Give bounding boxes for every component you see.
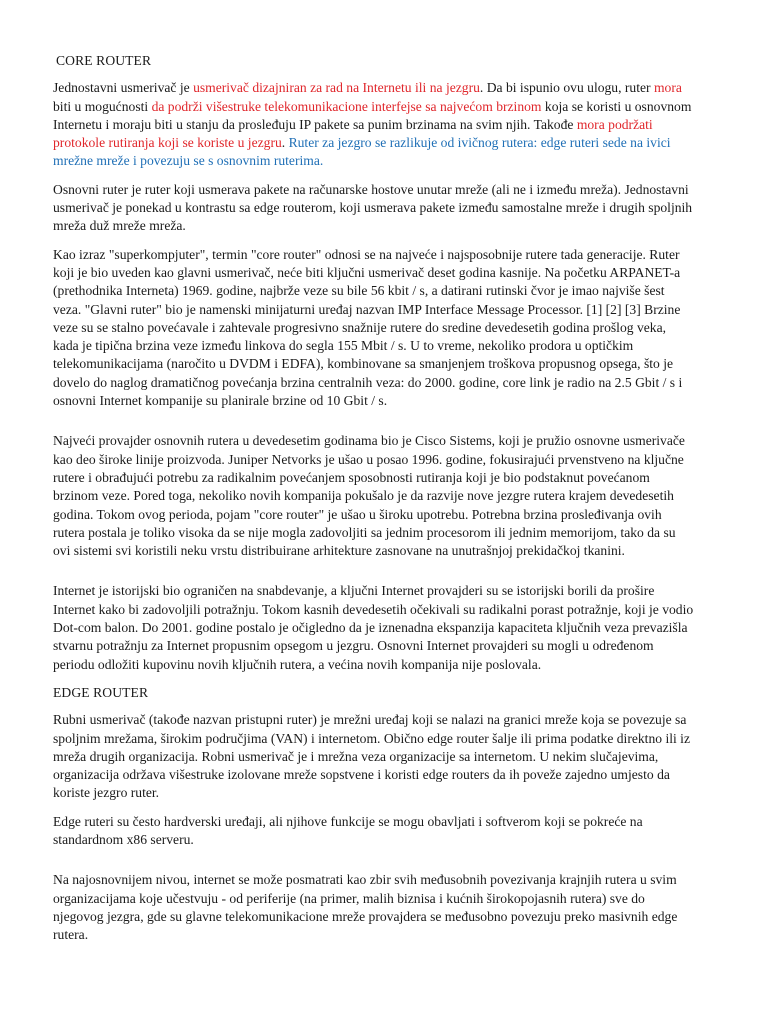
edge-router-heading: EDGE ROUTER <box>53 684 149 700</box>
core-router-intro-paragraph <box>53 79 695 170</box>
edge-router-internet-paragraph: Na najosnovnijem nivou, internet se može posmatrati kao zbir svih međusobnih povezivanja krajnjih rutera u svim organizacijama koje učestvuju - od periferije (na primer, malih biznisa i kućnih širokopojasnih rutera) sve do njegovog jezgra, gde su glavne telekomunikacione mreže provajdera se međusobno povezuju preko masivnih edge rutera. <box>53 872 678 943</box>
text-span: . Da bi ispunio ovu ulogu, ruter <box>479 80 654 96</box>
highlight-red: usmerivač dizajniran za rad na Internetu ili na jezgru <box>193 80 480 96</box>
highlight-red: mora podržati protokole rutiranja koji se koriste u jezgru <box>53 116 653 151</box>
text-span: . <box>281 135 289 151</box>
core-router-history-paragraph: Kao izraz "superkompjuter", termin "core router" odnosi se na najveće i najsposobnije rutere tada generacije. Ruter koji je bio uveden kao glavni usmerivač, neće biti ključni usmerivač deset godina kasnije. Na početku ARPANET-a (prethodnika Interneta) 1969. godine, najbrže veze su bile 56 kbit / s, a datirani rutinski čvor je imao najviše šest veza. "Glavni ruter" bio je namenski minijaturni uređaj nazvan IMP Interface Message Processor. [1] [2] [3] Brzine veze su se stalno povećavale i zahtevale progresivno snažnije rutere do sredine devedesetih godina prošlog veka, kada je tipična brzina veze između linkova do segla 155 Mbit / s. U to vreme, nekoliko prodora u optičkim telekomunikacijama (naročito u DVDM i EDFA), kombinovane sa smanjenjem troškova propusnog opsega, što je dovelo do naglog dramatičnog povećanja brzina centralnih veza: do 2000. godine, core link je radio na 2.5 Gbit / s i osnovni Internet kompanije su planirale brzine od 10 Gbit / s. <box>53 246 683 409</box>
text-span: biti u mogućnosti <box>53 98 152 114</box>
document-page <box>53 52 695 954</box>
highlight-blue: Ruter za jezgro se razlikuje od ivičnog rutera: edge ruteri sede na ivici mrežne mreže i povezuju se s osnovnim ruterima. <box>53 135 671 169</box>
core-router-demand-paragraph: Internet je istorijski bio ograničen na snabdevanje, a ključni Internet provajderi su se istorijski borili da prošire Internet kako bi zadovoljili potražnju. Tokom kasnih devedesetih očekivali su radikalni porast potražnje, koji je vodio Dot-com balon. Do 2001. godine postalo je očigledno da je iznenadna ekspanzija kapaciteta ključnih veza prevazišla stvarnu potražnju za Internet propusnim opsegom u jezgru. Osnovni Internet provajderi su mogli u određenom periodu odložiti kupovinu novih ključnih rutera, a većina novih kompanija nije poslovala. <box>53 583 694 672</box>
core-router-definition-paragraph: Osnovni ruter je ruter koji usmerava pakete na računarske hostove unutar mreže (ali ne i između mreža). Jednostavni usmerivač je ponekad u kontrastu sa edge routerom, koji usmerava pakete između samostalne mreže i drugih spoljnih mreža duž mreže mreža. <box>53 181 693 234</box>
core-router-heading: CORE ROUTER <box>56 53 152 68</box>
core-router-vendors-paragraph: Najveći provajder osnovnih rutera u devedesetim godinama bio je Cisco Sistems, koji je pružio osnovne usmerivače kao deo široke linije proizvoda. Juniper Netvorks je ušao u posao 1996. godine, fokusirajući prvenstveno na ključne rutere i obrađujući potrebu za radikalnim povećanjem sposobnosti rutiranja koji je bio podstaknut povećanom brzinom veze. Pored toga, nekoliko novih kompanija pokušalo je da razvije nove jezgre rutera krajem devedesetih godina. Tokom ovog perioda, pojam "core router" je ušao u široku upotrebu. Potrebna brzina prosleđivanja ovih rutera postala je toliko visoka da se nije mogla zadovoljiti sa jednim procesorom ili jednim memorijom, tako da su ovi sistemi svi koristili neku vrstu distribuirane arhitekture zasnovane na unutrašnjoj prekidačkoj tkanini. <box>53 433 685 559</box>
edge-router-definition-paragraph: Rubni usmerivač (takođe nazvan pristupni ruter) je mrežni uređaj koji se nalazi na granici mreže koja se povezuje sa spoljnim mrežama, širokim područjima (VAN) i internetom. Obično edge router šalje ili prima podatke direktno ili iz mreža drugih organizacija. Robni usmerivač je i mrežna veza organizacije sa internetom. U nekim slučajevima, organizacija održava višestruke izolovane mreže sopstvene i koristi edge routers da ih poveže zajedno umjesto da koriste jezgro ruter. <box>53 712 690 801</box>
highlight-red: mora <box>653 80 682 96</box>
edge-router-hardware-paragraph: Edge ruteri su često hardverski uređaji, ali njihove funkcije se mogu obavljati i softverom koji se pokreće na standardnom x86 serveru. <box>53 813 643 847</box>
text-span: koja se koristi u osnovnom Internetu i moraju biti u stanju da prosleđuju IP pakete sa punim brzinama na svim njih. Takođe <box>53 98 692 132</box>
highlight-red: da podrži višestruke telekomunikacione interfejse sa najvećom brzinom <box>151 98 542 114</box>
text-span: Jednostavni usmerivač je <box>53 80 194 96</box>
